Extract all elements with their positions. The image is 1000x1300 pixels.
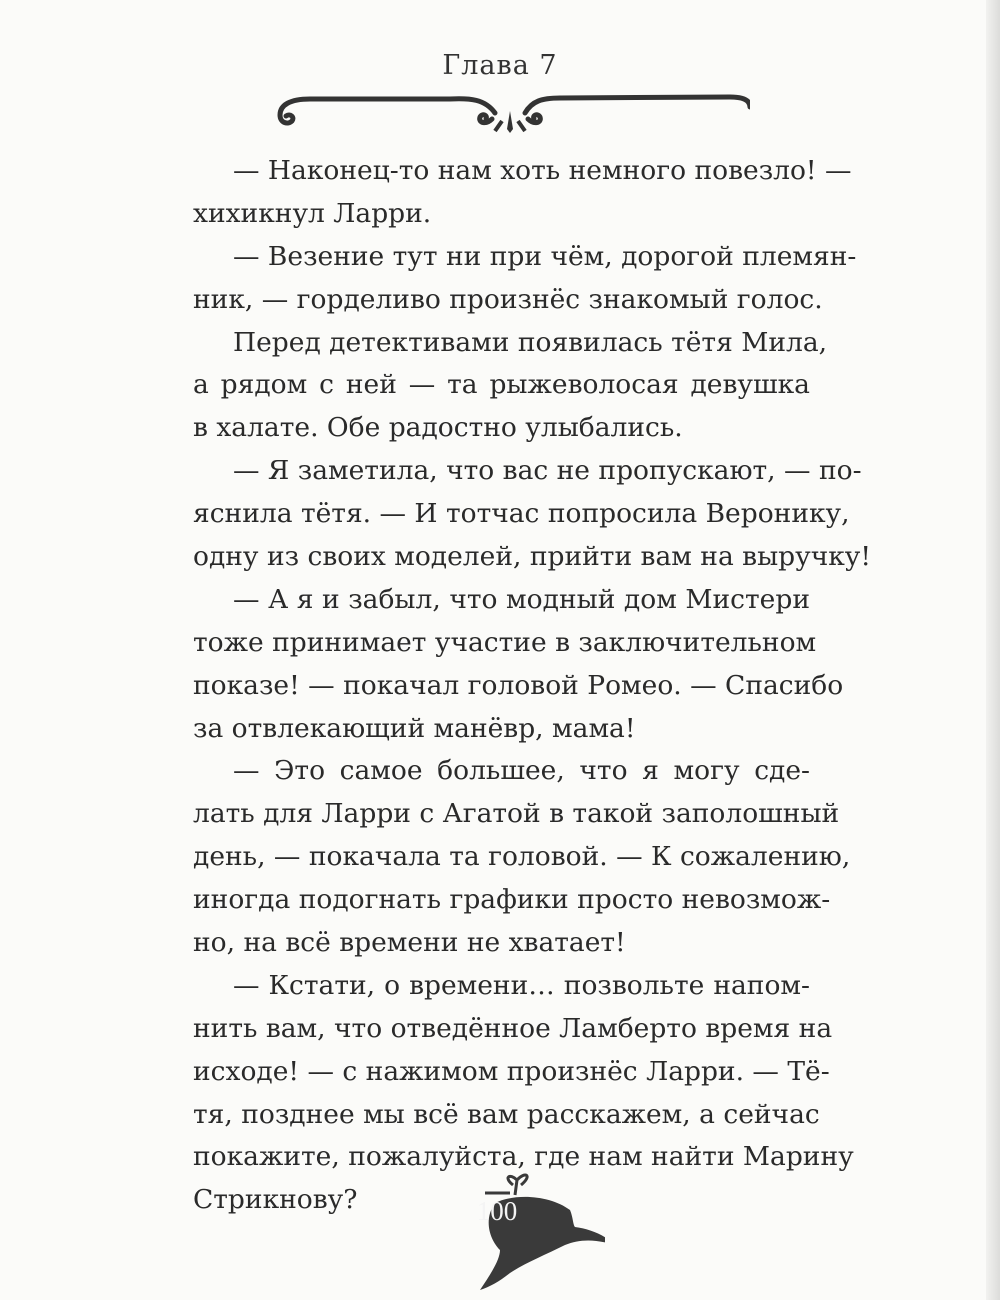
text-line: Стрикнову? bbox=[193, 1184, 358, 1216]
page-edge bbox=[986, 0, 1000, 1300]
text-line: — Я заметила, что вас не пропускают, — по- bbox=[233, 455, 862, 487]
chapter-heading: Глава 7 bbox=[442, 50, 558, 81]
text-line: иногда подогнать графики просто невозмож- bbox=[193, 884, 831, 916]
text-line: ник, — горделиво произнёс знакомый голос. bbox=[193, 283, 823, 315]
text-line: в халате. Обе радостно улыбались. bbox=[193, 412, 683, 444]
page-number: 100 bbox=[476, 1196, 518, 1226]
text-line: но, на всё времени не хватает! bbox=[193, 927, 626, 959]
ornament-divider-icon bbox=[270, 85, 750, 135]
text-line: — Везение тут ни при чём, дорогой племян- bbox=[233, 240, 857, 272]
text-line: показе! — покачал головой Ромео. — Спасибо bbox=[193, 669, 844, 701]
text-line: одну из своих моделей, прийти вам на выручку! bbox=[193, 541, 872, 573]
text-line: исходе! — с нажимом произнёс Ларри. — Тё- bbox=[193, 1055, 830, 1087]
text-line: а рядом с ней — та рыжеволосая девушка bbox=[193, 369, 810, 401]
body-text bbox=[193, 150, 872, 1222]
deerstalker-hat-icon bbox=[455, 1165, 605, 1295]
text-line: нить вам, что отведённое Ламберто время на bbox=[193, 1012, 833, 1044]
text-line: хихикнул Ларри. bbox=[193, 197, 432, 229]
text-line: — А я и забыл, что модный дом Мистери bbox=[233, 583, 810, 615]
text-line: день, — покачала та головой. — К сожалению, bbox=[193, 841, 851, 873]
text-line: лать для Ларри с Агатой в такой заполошный bbox=[193, 798, 840, 830]
text-line: тя, позднее мы всё вам расскажем, а сейчас bbox=[193, 1098, 820, 1130]
text-line: — Наконец-то нам хоть немного повезло! — bbox=[233, 155, 852, 186]
text-line: за отвлекающий манёвр, мама! bbox=[193, 712, 636, 744]
text-line: — Это самое большее, что я могу сде- bbox=[233, 755, 810, 787]
text-line: Перед детективами появилась тётя Мила, bbox=[233, 326, 828, 358]
text-line: яснила тётя. — И тотчас попросила Веронику, bbox=[193, 498, 850, 530]
text-line: — Кстати, о времени… позвольте напом- bbox=[233, 969, 810, 1001]
text-line: тоже принимает участие в заключительном bbox=[193, 626, 817, 658]
text-line: покажите, пожалуйста, где нам найти Марину bbox=[193, 1141, 854, 1173]
